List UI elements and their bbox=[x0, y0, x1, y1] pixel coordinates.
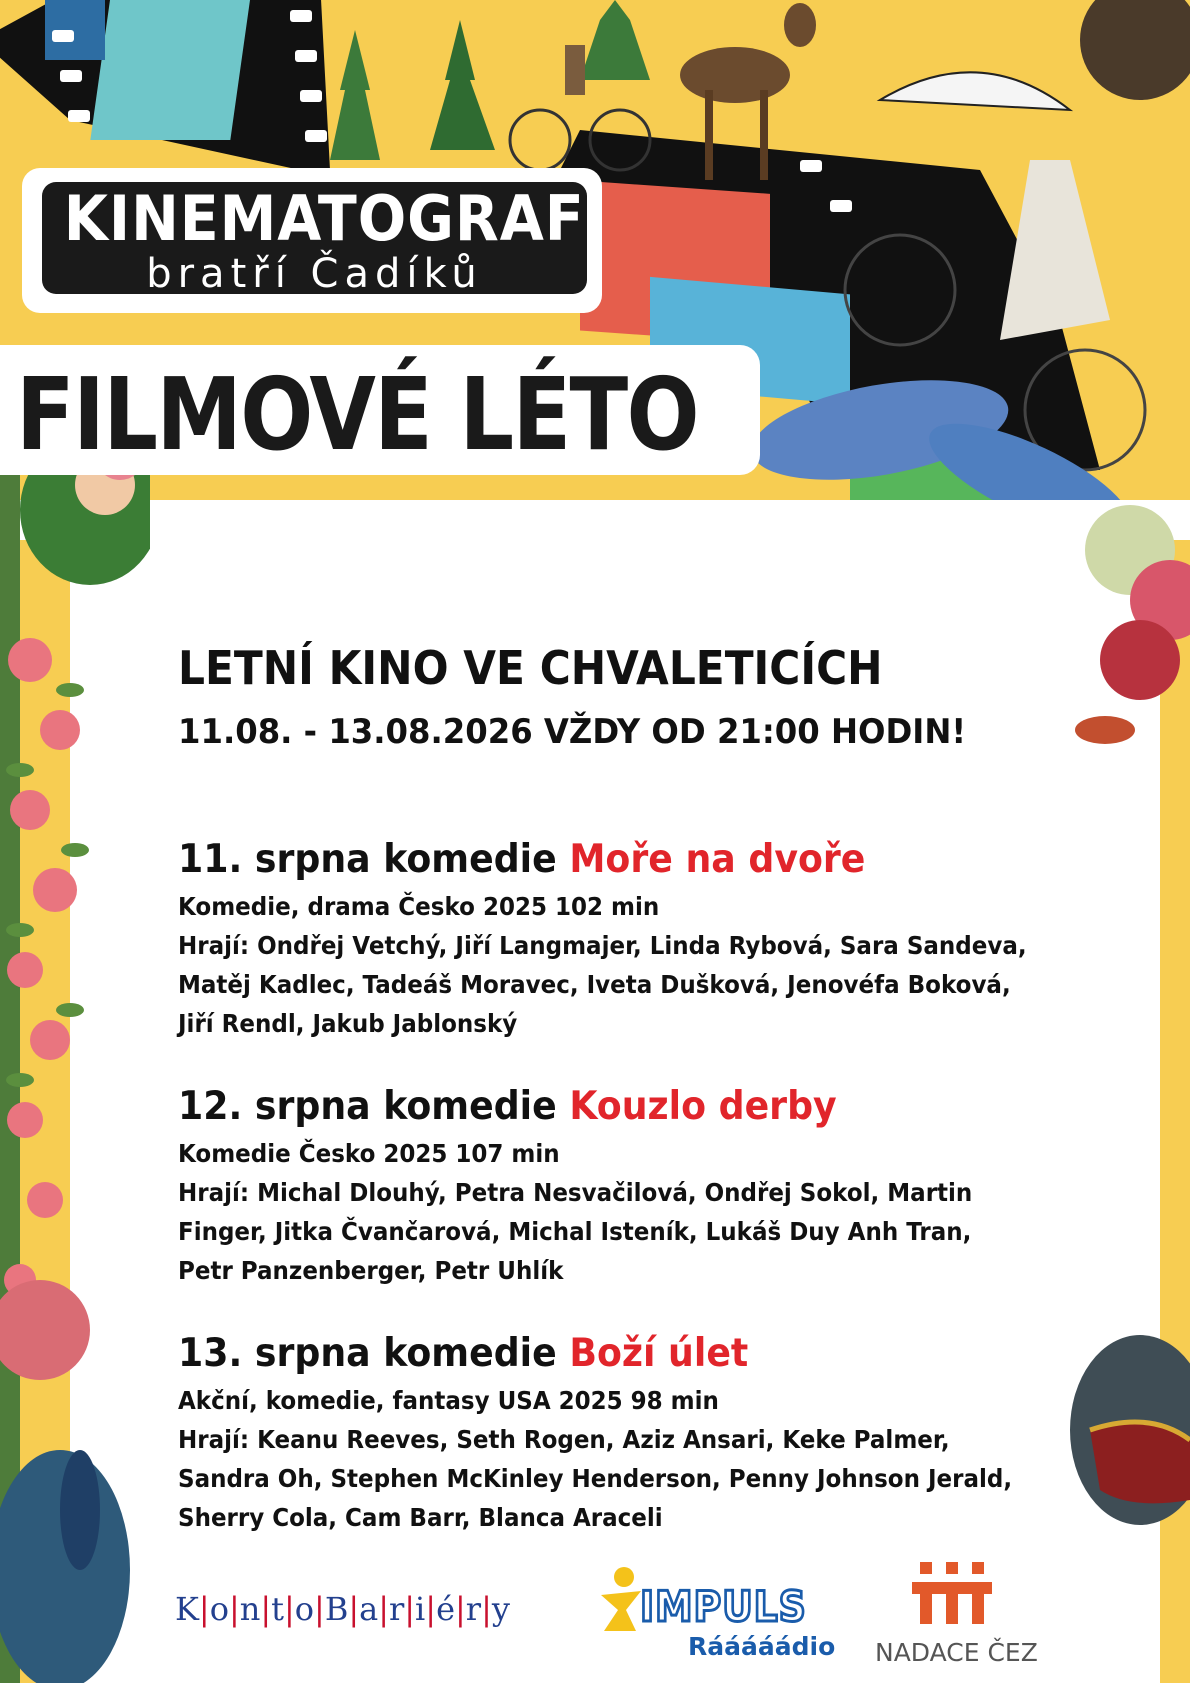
film-title: Moře na dvoře bbox=[569, 837, 866, 882]
konto-bariery-letter: é bbox=[436, 1590, 455, 1628]
intro-heading: LETNÍ KINO VE CHVALETICÍCH bbox=[178, 641, 883, 695]
konto-bariery-letter: r bbox=[388, 1590, 405, 1628]
nadace-cez-logo: NADACE ČEZ bbox=[875, 1638, 1038, 1667]
konto-bariery-letter: o bbox=[294, 1590, 315, 1628]
konto-bariery-separator: | bbox=[283, 1590, 295, 1628]
konto-bariery-letter: o bbox=[209, 1590, 229, 1628]
film-meta: Komedie Česko 2025 107 min bbox=[178, 1139, 560, 1168]
film-title: Kouzlo derby bbox=[569, 1084, 837, 1129]
film-heading bbox=[178, 1330, 1015, 1378]
logo-title: KINEMATOGRAF bbox=[63, 182, 585, 255]
film-cast: Hrají: Michal Dlouhý, Petra Nesvačilová, Ondřej Sokol, Martin Finger, Jitka Čvančarová, Michal Isteník, Lukáš Duy Anh Tran, Petr Panzenberger, Petr Uhlík bbox=[178, 1178, 973, 1285]
film-date-genre: 12. srpna komedie bbox=[178, 1084, 570, 1129]
konto-bariery-separator: | bbox=[260, 1590, 272, 1628]
film-heading bbox=[178, 1083, 1015, 1131]
konto-bariery-separator: | bbox=[348, 1590, 360, 1628]
film-cast: Hrají: Ondřej Vetchý, Jiří Langmajer, Linda Rybová, Sara Sandeva, Matěj Kadlec, Tadeáš Moravec, Iveta Dušková, Jenovéfa Boková, Jiří Rendl, Jakub Jablonský bbox=[178, 931, 1027, 1038]
film-meta: Akční, komedie, fantasy USA 2025 98 min bbox=[178, 1386, 719, 1415]
konto-bariery-separator: | bbox=[481, 1590, 492, 1628]
film-cast: Hrají: Keanu Reeves, Seth Rogen, Aziz Ansari, Keke Palmer, Sandra Oh, Stephen McKinley Henderson, Penny Johnson Jerald, Sherry Cola, Cam Barr, Blanca Araceli bbox=[178, 1425, 1013, 1532]
konto-bariery-letter: a bbox=[359, 1590, 379, 1628]
konto-bariery-separator: | bbox=[228, 1590, 240, 1628]
logo-subtitle: bratří Čadíků bbox=[146, 251, 483, 297]
floral-border-left bbox=[0, 430, 150, 1683]
intro-dates: 11.08. - 13.08.2026 VŽDY OD 21:00 HODIN! bbox=[178, 712, 967, 752]
film-entry bbox=[178, 1330, 1078, 1537]
event-title: FILMOVÉ LÉTO bbox=[16, 356, 698, 473]
film-title: Boží úlet bbox=[569, 1331, 749, 1376]
kinematograf-logo bbox=[22, 168, 602, 313]
film-date-genre: 13. srpna komedie bbox=[178, 1331, 570, 1376]
konto-bariery-separator: | bbox=[314, 1590, 325, 1628]
konto-bariery-letter: i bbox=[415, 1590, 426, 1628]
impuls-radio-subtitle: Rááááádio bbox=[688, 1632, 836, 1661]
konto-bariery-separator: | bbox=[198, 1590, 210, 1628]
konto-bariery-letter: r bbox=[465, 1590, 482, 1628]
film-meta: Komedie, drama Česko 2025 102 min bbox=[178, 892, 660, 921]
konto-bariery-letter: K bbox=[175, 1590, 199, 1628]
program-content bbox=[178, 640, 1078, 1537]
film-entry bbox=[178, 836, 1078, 1043]
konto-bariery-letter: n bbox=[239, 1590, 261, 1628]
konto-bariery-separator: | bbox=[425, 1590, 437, 1628]
kinematograf-logo-badge bbox=[42, 182, 587, 297]
nadace-cez-icon bbox=[912, 1562, 992, 1626]
konto-bariery-letter: B bbox=[324, 1590, 349, 1628]
film-date-genre: 11. srpna komedie bbox=[178, 837, 570, 882]
konto-bariery-logo bbox=[175, 1590, 510, 1628]
konto-bariery-separator: | bbox=[455, 1590, 466, 1628]
konto-bariery-letter: t bbox=[271, 1590, 284, 1628]
konto-bariery-separator: | bbox=[404, 1590, 416, 1628]
konto-bariery-separator: | bbox=[378, 1590, 389, 1628]
film-entry bbox=[178, 1083, 1078, 1290]
impuls-figure-icon bbox=[596, 1565, 646, 1635]
konto-bariery-letter: y bbox=[491, 1590, 510, 1628]
impuls-radio-logo: IMPULS bbox=[640, 1582, 807, 1631]
film-heading bbox=[178, 836, 1015, 884]
